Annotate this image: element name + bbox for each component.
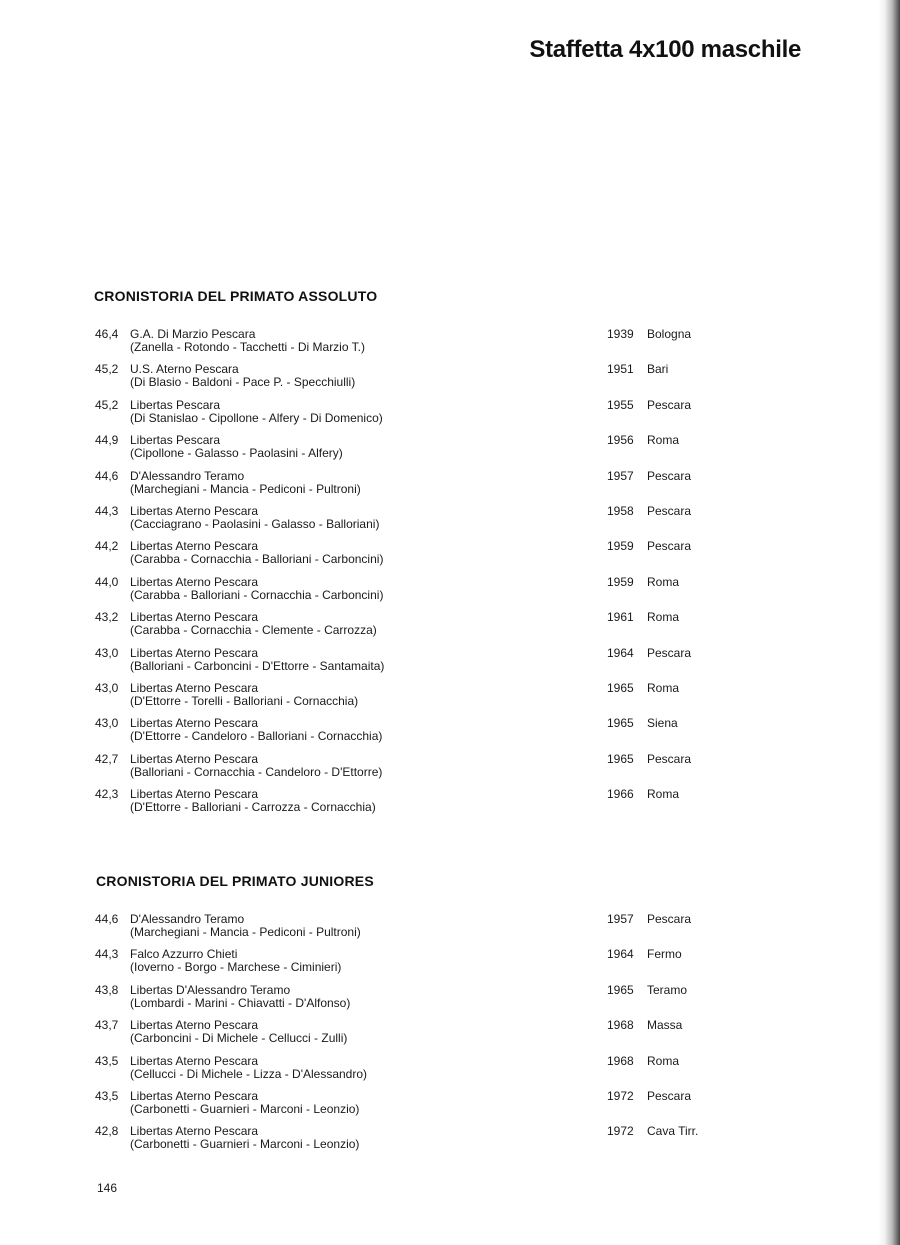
record-members: (Cacciagrano - Paolasini - Galasso - Balloriani) (130, 517, 380, 531)
record-team: Libertas Aterno Pescara (130, 752, 259, 766)
record-year: 1965 (607, 716, 634, 730)
record-team: Libertas Aterno Pescara (130, 1054, 259, 1068)
record-members: (Balloriani - Cornacchia - Candeloro - D'Ettorre) (130, 765, 383, 779)
record-year: 1951 (607, 362, 634, 376)
record-team: Libertas Aterno Pescara (130, 1018, 259, 1032)
record-members: (Cipollone - Galasso - Paolasini - Alfery) (130, 446, 343, 460)
record-members: (Carabba - Cornacchia - Clemente - Carrozza) (130, 623, 377, 637)
record-team: Libertas Pescara (130, 398, 221, 412)
record-row (0, 913, 900, 943)
section-title-juniores: CRONISTORIA DEL PRIMATO JUNIORES (96, 873, 374, 889)
record-year: 1968 (607, 1054, 634, 1068)
record-place: Bari (647, 362, 669, 376)
record-year: 1965 (607, 752, 634, 766)
record-members: (Di Blasio - Baldoni - Pace P. - Specchiulli) (130, 375, 356, 389)
record-members: (Carbonetti - Guarnieri - Marconi - Leonzio) (130, 1137, 360, 1151)
record-row (0, 984, 900, 1014)
record-year: 1964 (607, 646, 634, 660)
record-year: 1966 (607, 787, 634, 801)
record-place: Pescara (647, 469, 692, 483)
section-title-assoluto: CRONISTORIA DEL PRIMATO ASSOLUTO (94, 288, 378, 304)
record-row (0, 611, 900, 641)
record-time: 44,6 (95, 469, 119, 483)
record-row (0, 1090, 900, 1120)
record-team: Libertas Pescara (130, 433, 221, 447)
record-time: 44,3 (95, 947, 119, 961)
record-time: 44,6 (95, 912, 119, 926)
record-members: (Carabba - Balloriani - Cornacchia - Carboncini) (130, 588, 384, 602)
record-members: (Balloriani - Carboncini - D'Ettorre - Santamaita) (130, 659, 385, 673)
record-members: (Marchegiani - Mancia - Pediconi - Pultroni) (130, 482, 361, 496)
record-team: D'Alessandro Teramo (130, 912, 245, 926)
page-number: 146 (97, 1181, 118, 1195)
record-time: 45,2 (95, 362, 119, 376)
record-row (0, 948, 900, 978)
record-members: (Lombardi - Marini - Chiavatti - D'Alfonso) (130, 996, 351, 1010)
record-year: 1972 (607, 1089, 634, 1103)
record-place: Pescara (647, 398, 692, 412)
record-year: 1939 (607, 327, 634, 341)
record-time: 44,3 (95, 504, 119, 518)
page-title: Staffetta 4x100 maschile (529, 36, 801, 63)
record-team: Libertas Aterno Pescara (130, 681, 259, 695)
record-row (0, 505, 900, 535)
record-team: Libertas Aterno Pescara (130, 716, 259, 730)
record-members: (Ioverno - Borgo - Marchese - Ciminieri) (130, 960, 342, 974)
record-members: (D'Ettorre - Candeloro - Balloriani - Cornacchia) (130, 729, 383, 743)
record-time: 43,2 (95, 610, 119, 624)
record-team: Falco Azzurro Chieti (130, 947, 238, 961)
record-team: U.S. Aterno Pescara (130, 362, 239, 376)
record-members: (Carabba - Cornacchia - Balloriani - Carboncini) (130, 552, 384, 566)
record-row (0, 647, 900, 677)
record-members: (Zanella - Rotondo - Tacchetti - Di Marzio T.) (130, 340, 365, 354)
record-team: Libertas Aterno Pescara (130, 504, 259, 518)
record-members: (Carbonetti - Guarnieri - Marconi - Leonzio) (130, 1102, 360, 1116)
record-members: (D'Ettorre - Torelli - Balloriani - Cornacchia) (130, 694, 359, 708)
record-row (0, 470, 900, 500)
record-year: 1956 (607, 433, 634, 447)
record-year: 1959 (607, 575, 634, 589)
record-team: Libertas Aterno Pescara (130, 787, 259, 801)
record-place: Bologna (647, 327, 692, 341)
record-time: 44,9 (95, 433, 119, 447)
record-time: 43,5 (95, 1089, 119, 1103)
record-time: 43,0 (95, 646, 119, 660)
record-time: 44,2 (95, 539, 119, 553)
record-members: (D'Ettorre - Balloriani - Carrozza - Cornacchia) (130, 800, 376, 814)
record-year: 1958 (607, 504, 634, 518)
record-time: 42,7 (95, 752, 119, 766)
record-place: Fermo (647, 947, 682, 961)
record-row (0, 363, 900, 393)
record-team: Libertas Aterno Pescara (130, 1089, 259, 1103)
record-members: (Marchegiani - Mancia - Pediconi - Pultroni) (130, 925, 361, 939)
record-place: Cava Tirr. (647, 1124, 699, 1138)
record-year: 1968 (607, 1018, 634, 1032)
record-time: 43,8 (95, 983, 119, 997)
record-place: Pescara (647, 752, 692, 766)
record-team: Libertas Aterno Pescara (130, 1124, 259, 1138)
record-year: 1959 (607, 539, 634, 553)
record-time: 45,2 (95, 398, 119, 412)
record-time: 43,5 (95, 1054, 119, 1068)
record-team: D'Alessandro Teramo (130, 469, 245, 483)
record-row (0, 682, 900, 712)
record-place: Pescara (647, 504, 692, 518)
record-team: Libertas Aterno Pescara (130, 610, 259, 624)
record-time: 42,8 (95, 1124, 119, 1138)
record-time: 46,4 (95, 327, 119, 341)
record-team: Libertas Aterno Pescara (130, 539, 259, 553)
record-row (0, 1055, 900, 1085)
record-year: 1957 (607, 469, 634, 483)
record-place: Roma (647, 787, 680, 801)
record-team: G.A. Di Marzio Pescara (130, 327, 256, 341)
record-year: 1965 (607, 983, 634, 997)
record-place: Pescara (647, 912, 692, 926)
record-year: 1955 (607, 398, 634, 412)
record-row (0, 328, 900, 358)
record-place: Massa (647, 1018, 683, 1032)
record-row (0, 717, 900, 747)
record-time: 43,0 (95, 716, 119, 730)
record-year: 1965 (607, 681, 634, 695)
record-row (0, 753, 900, 783)
record-year: 1972 (607, 1124, 634, 1138)
record-team: Libertas Aterno Pescara (130, 575, 259, 589)
record-time: 44,0 (95, 575, 119, 589)
record-team: Libertas Aterno Pescara (130, 646, 259, 660)
record-year: 1964 (607, 947, 634, 961)
record-place: Pescara (647, 646, 692, 660)
record-place: Roma (647, 681, 680, 695)
record-place: Pescara (647, 1089, 692, 1103)
record-place: Teramo (647, 983, 688, 997)
record-members: (Di Stanislao - Cipollone - Alfery - Di Domenico) (130, 411, 383, 425)
record-place: Roma (647, 610, 680, 624)
record-row (0, 788, 900, 818)
record-row (0, 540, 900, 570)
record-row (0, 434, 900, 464)
record-row (0, 399, 900, 429)
record-year: 1957 (607, 912, 634, 926)
record-time: 43,7 (95, 1018, 119, 1032)
record-row (0, 1125, 900, 1155)
record-members: (Carboncini - Di Michele - Cellucci - Zulli) (130, 1031, 348, 1045)
record-place: Roma (647, 575, 680, 589)
record-row (0, 576, 900, 606)
record-place: Roma (647, 1054, 680, 1068)
record-year: 1961 (607, 610, 634, 624)
record-team: Libertas D'Alessandro Teramo (130, 983, 291, 997)
record-place: Siena (647, 716, 678, 730)
record-place: Pescara (647, 539, 692, 553)
record-place: Roma (647, 433, 680, 447)
record-time: 42,3 (95, 787, 119, 801)
record-row (0, 1019, 900, 1049)
record-members: (Cellucci - Di Michele - Lizza - D'Alessandro) (130, 1067, 368, 1081)
record-time: 43,0 (95, 681, 119, 695)
